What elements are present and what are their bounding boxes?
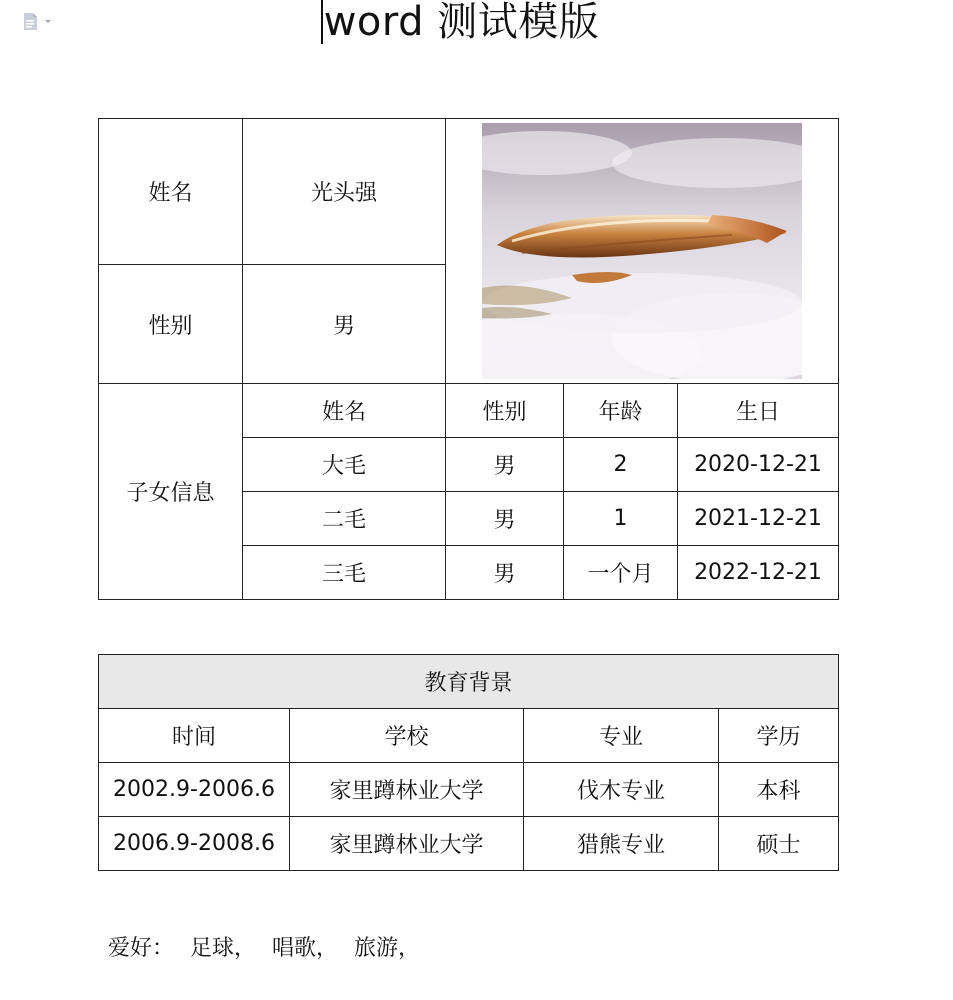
name-value: 光头强 — [310, 181, 377, 206]
child-birthday-cell[interactable]: 2021-12-21 — [678, 492, 839, 546]
education-header-time: 时间 — [99, 709, 290, 763]
text-cursor — [321, 0, 323, 44]
education-title: 教育背景 — [424, 671, 513, 696]
child-birthday-cell[interactable]: 2022-12-21 — [678, 546, 839, 600]
education-degree-cell[interactable]: 本科 — [719, 763, 839, 817]
education-header-school: 学校 — [290, 709, 524, 763]
child-name-cell[interactable]: 二毛 — [243, 492, 446, 546]
child-name-cell[interactable]: 三毛 — [243, 546, 446, 600]
child-birthday-cell[interactable]: 2020-12-21 — [678, 438, 839, 492]
name-label: 姓名 — [148, 181, 193, 206]
children-header-birthday: 生日 — [678, 384, 839, 438]
table-row — [99, 817, 839, 871]
child-name-cell[interactable]: 大毛 — [243, 438, 446, 492]
children-header-name: 姓名 — [243, 384, 446, 438]
hobby-item: 足球， — [190, 936, 257, 961]
hobby-item: 唱歌， — [272, 936, 339, 961]
education-header-major: 专业 — [524, 709, 719, 763]
education-time-cell[interactable]: 2006.9-2008.6 — [99, 817, 290, 871]
child-age-cell[interactable]: 2 — [564, 438, 678, 492]
table-row — [99, 763, 839, 817]
education-major-cell[interactable]: 猎熊专业 — [524, 817, 719, 871]
child-gender-cell[interactable]: 男 — [446, 546, 564, 600]
hobby-item: 旅游， — [354, 936, 421, 961]
children-header-age: 年龄 — [564, 384, 678, 438]
photo-cell — [446, 119, 839, 384]
document-title[interactable] — [0, 0, 920, 50]
name-label-cell — [99, 119, 243, 265]
child-gender-cell[interactable]: 男 — [446, 492, 564, 546]
gender-value-cell[interactable] — [243, 265, 446, 384]
gender-label: 性别 — [148, 313, 193, 339]
name-value-cell[interactable] — [243, 119, 446, 265]
education-school-cell[interactable]: 家里蹲林业大学 — [290, 763, 524, 817]
children-header-gender: 性别 — [446, 384, 564, 438]
education-table — [98, 654, 839, 871]
education-title-cell — [99, 655, 839, 709]
hobby-label: 爱好： — [108, 936, 175, 961]
personal-info-table — [98, 118, 839, 600]
children-label-cell — [99, 384, 243, 600]
child-age-cell[interactable]: 一个月 — [564, 546, 678, 600]
gender-label-cell — [99, 265, 243, 384]
child-age-cell[interactable]: 1 — [564, 492, 678, 546]
education-time-cell[interactable]: 2002.9-2006.6 — [99, 763, 290, 817]
education-major-cell[interactable]: 伐木专业 — [524, 763, 719, 817]
document-title-text: word 测试模版 — [323, 0, 600, 45]
gender-value: 男 — [332, 313, 355, 339]
education-header-degree: 学历 — [719, 709, 839, 763]
children-label: 子女信息 — [126, 481, 215, 506]
child-gender-cell[interactable]: 男 — [446, 438, 564, 492]
airship-photo — [482, 123, 802, 379]
education-school-cell[interactable]: 家里蹲林业大学 — [290, 817, 524, 871]
education-degree-cell[interactable]: 硕士 — [719, 817, 839, 871]
hobby-line[interactable] — [108, 932, 420, 966]
